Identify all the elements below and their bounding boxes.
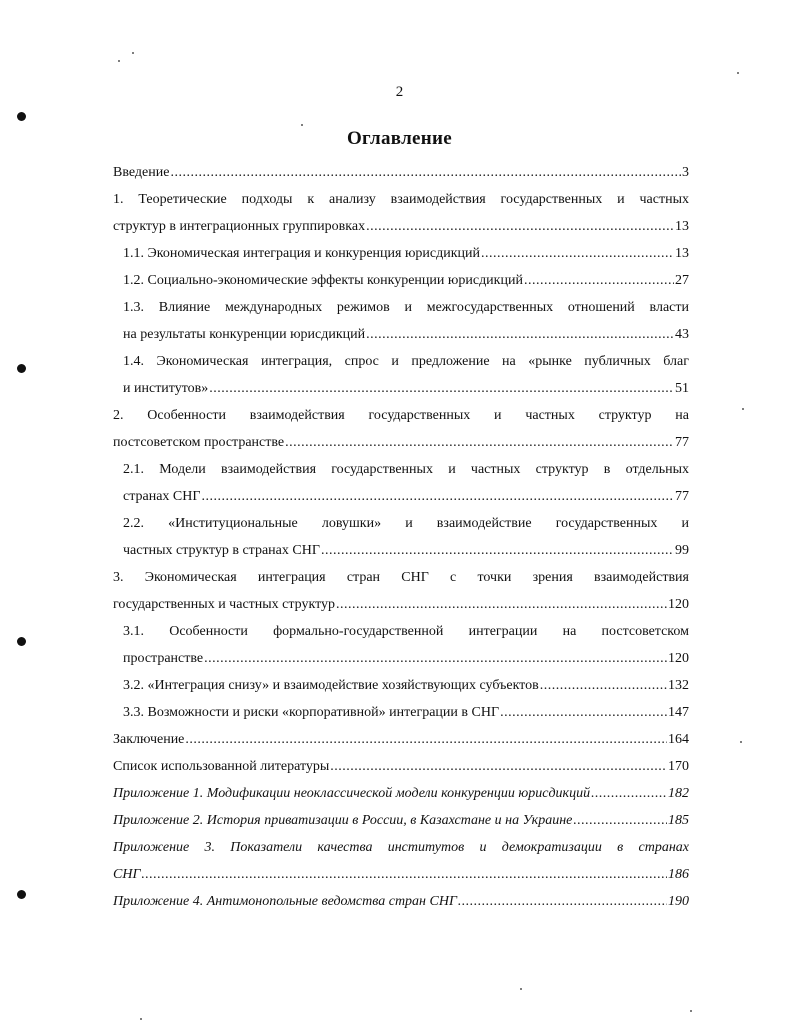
- toc-entry-leader-row: [123, 375, 689, 402]
- dot-leader: [500, 699, 667, 726]
- toc-entry-leader-row: [113, 861, 689, 888]
- dot-leader: [204, 645, 667, 672]
- toc-entry-page-number: 182: [668, 786, 689, 801]
- toc-entry-leader-row: [123, 267, 689, 294]
- toc-entry-title-line: странах СНГ: [123, 489, 201, 504]
- scan-speck: [132, 52, 134, 54]
- toc-entry-page-number: 13: [675, 219, 689, 234]
- toc-entry-title-line: Заключение: [113, 732, 185, 747]
- toc-entry-title-line: 1.1. Экономическая интеграция и конкуренция юрисдикций: [123, 246, 481, 261]
- toc-entry-leader-row: [123, 537, 689, 564]
- dot-leader: [330, 753, 667, 780]
- toc-entry-page-number: 132: [668, 678, 689, 693]
- toc-entry-title-line: постсоветском пространстве: [113, 435, 285, 450]
- toc-entry-title-line: 3.2. «Интеграция снизу» и взаимодействие хозяйствующих субъектов: [123, 678, 539, 693]
- toc-entry-title-line: на результаты конкуренции юрисдикций: [123, 327, 366, 342]
- toc-entry-page-number: 164: [668, 732, 689, 747]
- toc-entry-title-line: Список использованной литературы: [113, 759, 330, 774]
- toc-entry-title-line: Приложение 2. История приватизации в России, в Казахстане и на Украине: [113, 813, 573, 828]
- dot-leader: [458, 888, 667, 915]
- toc-entry-title-line: 3. Экономическая интеграция стран СНГ с точки зрения взаимодействия: [113, 570, 689, 585]
- toc-title: Оглавление: [346, 128, 453, 149]
- toc-entry-page-number: 77: [675, 435, 689, 450]
- dot-leader: [366, 321, 674, 348]
- toc-entry-page-number: 190: [668, 894, 689, 909]
- toc-entry-title-line: Введение: [113, 165, 170, 180]
- toc-entry-title-line: государственных и частных структур: [113, 597, 336, 612]
- page-number: 2: [395, 84, 404, 100]
- toc-entry[interactable]: [113, 267, 689, 294]
- toc-entry-title-line: 1.3. Влияние международных режимов и межгосударственных отношений власти: [123, 300, 689, 315]
- scan-speck: [740, 741, 742, 743]
- dot-leader: [591, 780, 667, 807]
- toc-entry-page-number: 170: [668, 759, 689, 774]
- toc-entry-page-number: 120: [668, 597, 689, 612]
- dot-leader: [481, 240, 674, 267]
- toc-entry-leader-row: [113, 807, 689, 834]
- punch-hole-mark: [17, 112, 26, 121]
- toc-entry[interactable]: [113, 618, 689, 672]
- toc-entry-page-number: 13: [675, 246, 689, 261]
- toc-entry-title-line: 2. Особенности взаимодействия государственных и частных структур на: [113, 408, 689, 423]
- scan-speck: [742, 408, 744, 410]
- toc-entry-leader-row: [123, 240, 689, 267]
- scan-speck: [520, 988, 522, 990]
- toc-entry[interactable]: [113, 159, 689, 186]
- toc-entry-title-line: 2.1. Модели взаимодействия государственных и частных структур в отдельных: [123, 462, 689, 477]
- toc-entry-title-line: 1.2. Социально-экономические эффекты конкуренции юрисдикций: [123, 273, 523, 288]
- punch-hole-mark: [17, 637, 26, 646]
- toc-entry-leader-row: [113, 429, 689, 456]
- toc-entry-page-number: 3: [682, 165, 689, 180]
- punch-hole-mark: [17, 364, 26, 373]
- toc-entry-leader-row: [113, 726, 689, 753]
- toc-entry-title-line: 3.3. Возможности и риски «корпоративной» интеграции в СНГ: [123, 705, 500, 720]
- scan-speck: [140, 1018, 142, 1020]
- toc-entry[interactable]: [113, 186, 689, 240]
- toc-entry-title-line: Приложение 1. Модификации неоклассической модели конкуренции юрисдикций: [113, 786, 591, 801]
- punch-hole-mark: [17, 890, 26, 899]
- toc-entry-title-line: СНГ: [113, 867, 141, 882]
- toc-entry[interactable]: [113, 888, 689, 915]
- dot-leader: [285, 429, 674, 456]
- toc-entry[interactable]: [113, 348, 689, 402]
- toc-entry-page-number: 186: [668, 867, 689, 882]
- toc-entry-leader-row: [123, 645, 689, 672]
- toc-entry[interactable]: [113, 564, 689, 618]
- scan-speck: [301, 124, 303, 126]
- dot-leader: [209, 375, 674, 402]
- toc-entry[interactable]: [113, 726, 689, 753]
- toc-entry-leader-row: [113, 753, 689, 780]
- toc-entry[interactable]: [113, 780, 689, 807]
- toc-entry-leader-row: [113, 159, 689, 186]
- toc-entry-leader-row: [113, 780, 689, 807]
- dot-leader: [573, 807, 667, 834]
- toc-entry-title-line: 2.2. «Институциональные ловушки» и взаимодействие государственных и: [123, 516, 689, 531]
- toc-entry-leader-row: [123, 321, 689, 348]
- toc-entry-title-line: и институтов»: [123, 381, 209, 396]
- toc-entry-title-line: 3.1. Особенности формально-государственной интеграции на постсоветском: [123, 624, 689, 639]
- scan-speck: [690, 1010, 692, 1012]
- dot-leader: [321, 537, 674, 564]
- toc-entry-leader-row: [113, 591, 689, 618]
- toc-entry-title-line: Приложение 4. Антимонопольные ведомства стран СНГ: [113, 894, 457, 909]
- toc-entry-page-number: 120: [668, 651, 689, 666]
- dot-leader: [185, 726, 667, 753]
- toc-entry-leader-row: [113, 213, 689, 240]
- toc-entry-leader-row: [123, 483, 689, 510]
- dot-leader: [201, 483, 674, 510]
- toc-entry-page-number: 147: [668, 705, 689, 720]
- toc-entry-title-line: 1. Теоретические подходы к анализу взаимодействия государственных и частных: [113, 192, 689, 207]
- dot-leader: [366, 213, 674, 240]
- toc-entry-title-line: структур в интеграционных группировках: [113, 219, 366, 234]
- toc-entry-page-number: 99: [675, 543, 689, 558]
- toc-entry[interactable]: [113, 753, 689, 780]
- toc-entry-title-line: Приложение 3. Показатели качества институтов и демократизации в странах: [113, 840, 689, 855]
- toc-entry-title-line: пространстве: [123, 651, 204, 666]
- toc-entry-title-line: 1.4. Экономическая интеграция, спрос и предложение на «рынке публичных благ: [123, 354, 689, 369]
- dot-leader: [524, 267, 674, 294]
- toc-entry-page-number: 43: [675, 327, 689, 342]
- dot-leader: [336, 591, 667, 618]
- dot-leader: [170, 159, 681, 186]
- toc-entry[interactable]: [113, 807, 689, 834]
- toc-entry[interactable]: [113, 510, 689, 564]
- toc-entry-page-number: 185: [668, 813, 689, 828]
- scan-speck: [118, 60, 120, 62]
- table-of-contents: [113, 159, 689, 915]
- toc-entry[interactable]: [113, 672, 689, 699]
- toc-entry[interactable]: [113, 294, 689, 348]
- toc-entry[interactable]: [113, 699, 689, 726]
- toc-entry-title-line: частных структур в странах СНГ: [123, 543, 320, 558]
- toc-entry[interactable]: [113, 456, 689, 510]
- toc-entry-page-number: 77: [675, 489, 689, 504]
- dot-leader: [540, 672, 667, 699]
- toc-entry-leader-row: [123, 699, 689, 726]
- toc-entry-leader-row: [123, 672, 689, 699]
- scan-speck: [737, 72, 739, 74]
- toc-entry[interactable]: [113, 834, 689, 888]
- toc-entry-page-number: 27: [675, 273, 689, 288]
- toc-entry-page-number: 51: [675, 381, 689, 396]
- toc-entry-leader-row: [113, 888, 689, 915]
- toc-entry[interactable]: [113, 402, 689, 456]
- dot-leader: [141, 861, 667, 888]
- toc-entry[interactable]: [113, 240, 689, 267]
